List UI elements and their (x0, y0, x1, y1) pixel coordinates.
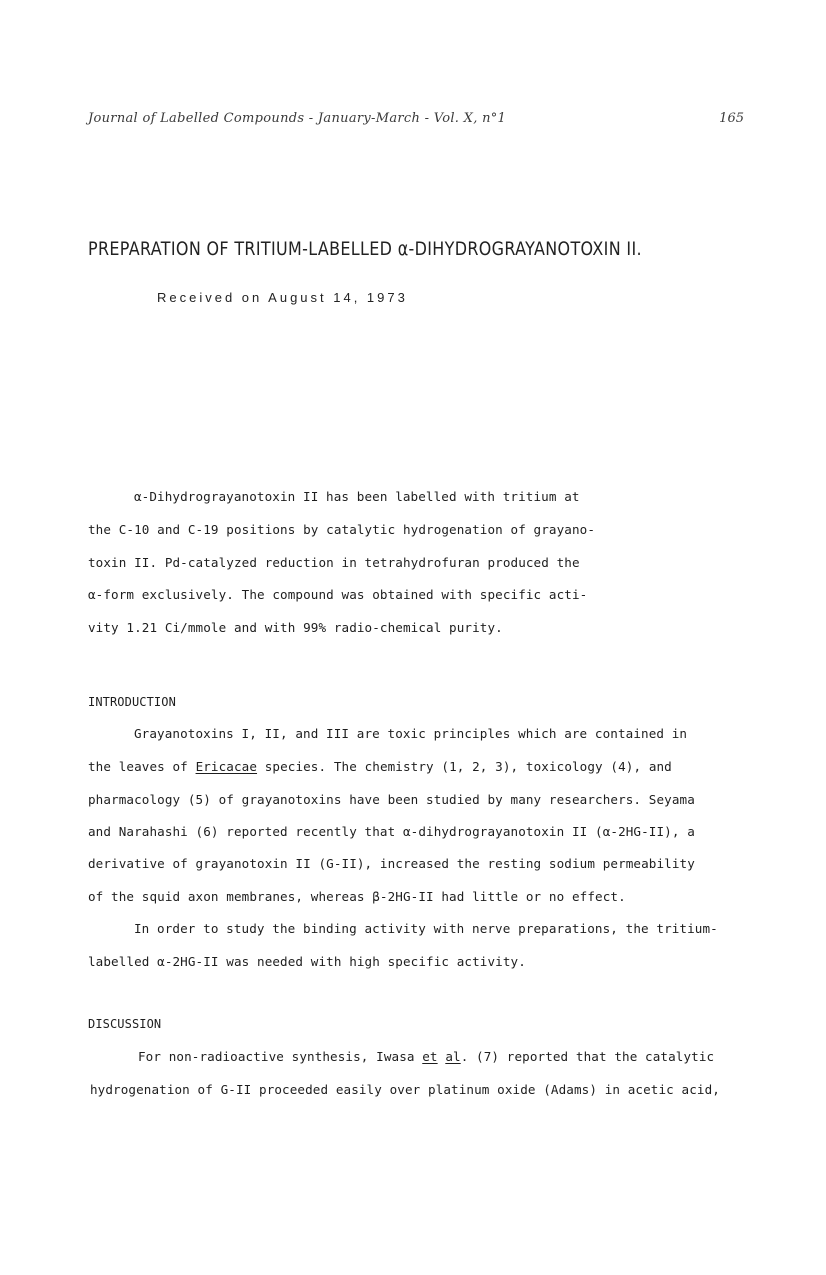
text-run: the leaves of (88, 759, 196, 774)
abstract-line: α-Dihydrograyanotoxin II has been labelled with tritium at (134, 489, 580, 504)
text-run: species. The chemistry (1, 2, 3), toxicology (4), and (257, 759, 672, 774)
body-line: of the squid axon membranes, whereas β-2HG-II had little or no effect. (88, 889, 626, 904)
section-heading-introduction: INTRODUCTION (88, 695, 176, 709)
body-line: and Narahashi (6) reported recently that α-dihydrograyanotoxin II (α-2HG-II), a (88, 824, 695, 839)
body-line: pharmacology (5) of grayanotoxins have been studied by many researchers. Seyama (88, 792, 695, 807)
text-run: . (7) reported that the catalytic (460, 1049, 715, 1064)
latin-abbrev: et (422, 1049, 438, 1064)
abstract-line: the C-10 and C-19 positions by catalytic hydrogenation of grayano- (88, 522, 596, 537)
running-header (88, 111, 744, 131)
journal-citation: Journal of Labelled Compounds - January-March - Vol. X, n°1 (88, 111, 507, 126)
body-line: derivative of grayanotoxin II (G-II), increased the resting sodium permeability (88, 856, 695, 871)
body-line: Grayanotoxins I, II, and III are toxic principles which are contained in (134, 726, 688, 741)
section-heading-discussion: DISCUSSION (88, 1017, 162, 1031)
latin-abbrev: al (445, 1049, 461, 1064)
article-title: PREPARATION OF TRITIUM-LABELLED α-DIHYDROGRAYANOTOXIN II. (88, 238, 642, 260)
body-line (138, 1049, 714, 1064)
abstract-line: toxin II. Pd-catalyzed reduction in tetrahydrofuran produced the (88, 555, 580, 570)
page-number: 165 (719, 111, 744, 126)
body-line: labelled α-2HG-II was needed with high specific activity. (88, 954, 526, 969)
genus-name: Ericacae (195, 759, 258, 774)
body-line: hydrogenation of G-II proceeded easily over platinum oxide (Adams) in acetic acid, (90, 1082, 720, 1097)
body-line: In order to study the binding activity with nerve preparations, the tritium- (134, 921, 718, 936)
abstract-line: α-form exclusively. The compound was obtained with specific acti- (88, 587, 588, 602)
received-date: Received on August 14, 1973 (157, 290, 408, 305)
text-run: For non-radioactive synthesis, Iwasa (138, 1049, 423, 1064)
body-line (88, 759, 672, 774)
abstract-line: vity 1.21 Ci/mmole and with 99% radio-chemical purity. (88, 620, 503, 635)
